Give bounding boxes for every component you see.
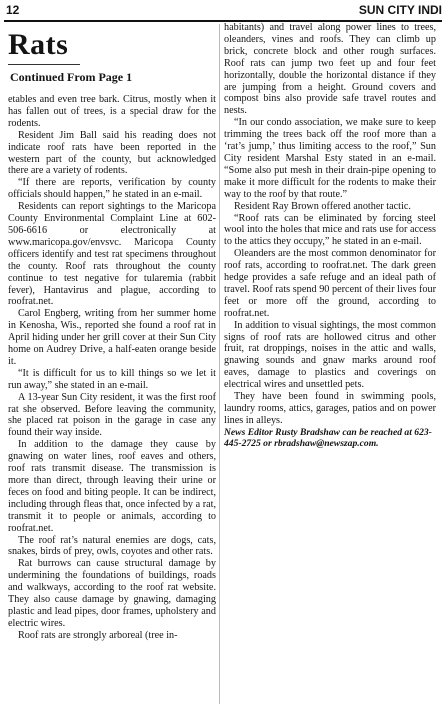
- paragraph: In addition to the damage they cause by gnawing on water lines, roof eaves and others, roof rats transmit disease. The transmission is more than direct, through leaving their urine or feces on food and biting people. It can be indirect, including through fleas that, once infected by a rat, transmit it to people or animals, according to roofrat.net.: [8, 439, 216, 534]
- paragraph: Resident Ray Brown offered another tactic.: [234, 200, 411, 212]
- headline-underline: [8, 64, 80, 65]
- paragraph: Carol Engberg, writing from her summer home in Kenosha, Wis., reported she found a roof rat in April hiding under her grill cover at their Sun City home on Audrey Drive, a half-eaten orange beside it.: [8, 308, 216, 367]
- paragraph: “Roof rats can be eliminated by forcing steel wool into the holes that mice and rats use for access to the attics they occupy,” he stated in an e-mail.: [224, 212, 436, 248]
- paragraph: “In our condo association, we make sure to keep trimming the trees back off the roof more than a ‘rat’s jump,’ thus limiting access to the roof,” Sun City resident Marshal Esty stated in an e-mail. “Some also put mesh in their drain-pipe opening to make it more difficult for the rodents to make their way to the roof by that route.”: [224, 117, 436, 200]
- paragraph: “If there are reports, verification by county officials should happen,” he stated in an e-mail.: [8, 177, 216, 201]
- paragraph: In addition to visual sightings, the most common signs of roof rats are hollowed citrus and other fruit, rat droppings, noises in the attic and walls, gnawing sounds and gnaw marks around roof eaves, damage to plastics and coverings on electrical wires and unsettled pets.: [224, 319, 436, 391]
- left-column: [8, 94, 216, 642]
- article-headline: Rats: [8, 28, 69, 61]
- paragraph: A 13-year Sun City resident, it was the first roof rat she observed. Before leaving the community, she placed rat poison in the garage in case any found their way inside.: [8, 391, 216, 439]
- paragraph: etables and even tree bark. Citrus, mostly when it has fallen out of trees, is a special draw for the rodents.: [8, 94, 216, 129]
- paragraph: “It is difficult for us to kill things so we let it run away,” she stated in an e-mail.: [8, 367, 216, 391]
- paragraph: habitants) and travel along power lines to trees, oleanders, vines and roofs. They can climb up brick, concrete block and other rough surfaces. Roof rats can jump two feet up and four feet horizontally, double the horizontal distance if they are jumping from a height. Ground covers and compost bins also provide safe travel routes and nests.: [224, 22, 436, 117]
- column-divider: [219, 24, 220, 704]
- paragraph: They have been found in swimming pools, laundry rooms, attics, garages, patios and on power lines in alleys.: [224, 391, 436, 426]
- continued-from-label: Continued From Page 1: [10, 70, 133, 84]
- page-number: 12: [6, 3, 20, 17]
- paragraph: Resident Jim Ball said his reading does not indicate roof rats have been reported in the western part of the county, but acknowledged there are a variety of rodents.: [8, 129, 216, 177]
- page-header: [0, 0, 442, 24]
- paragraph: Oleanders are the most common denominator for roof rats, according to roofrat.net. The dark green hedge provides a safe refuge and an ideal path of travel. Roof rats spend 90 percent of their lives four feet or more off the ground, according to roofrat.net.: [224, 248, 436, 319]
- paragraph: The roof rat’s natural enemies are dogs, cats, snakes, birds of prey, owls, coyotes and other rats.: [8, 534, 216, 558]
- newspaper-name: SUN CITY INDI: [358, 3, 442, 17]
- paragraph: Rat burrows can cause structural damage by undermining the foundations of buildings, roads and walkways, according to the roof rat website. They also cause damage by gnawing, damaging plastic and lead pipes, door frames, upholstery and electric wires.: [8, 558, 216, 629]
- editor-contact: News Editor Rusty Bradshaw can be reached at 623-445-2725 or rbradshaw@newszap.com.: [224, 426, 432, 449]
- paragraph: Roof rats are strongly arboreal (tree in-: [18, 629, 178, 641]
- paragraph: Residents can report sightings to the Maricopa County Environmental Complaint Line at 602-506-6616 or electronically at www.maricopa.gov/envsvc. Maricopa County officers identify and test rat specimens throughout the county. Roof rats throughout the county continue to test negative for tularemia (rabbit fever), Hantavirus and plague, according to roofrat.net.: [8, 201, 216, 308]
- right-column: [224, 22, 436, 449]
